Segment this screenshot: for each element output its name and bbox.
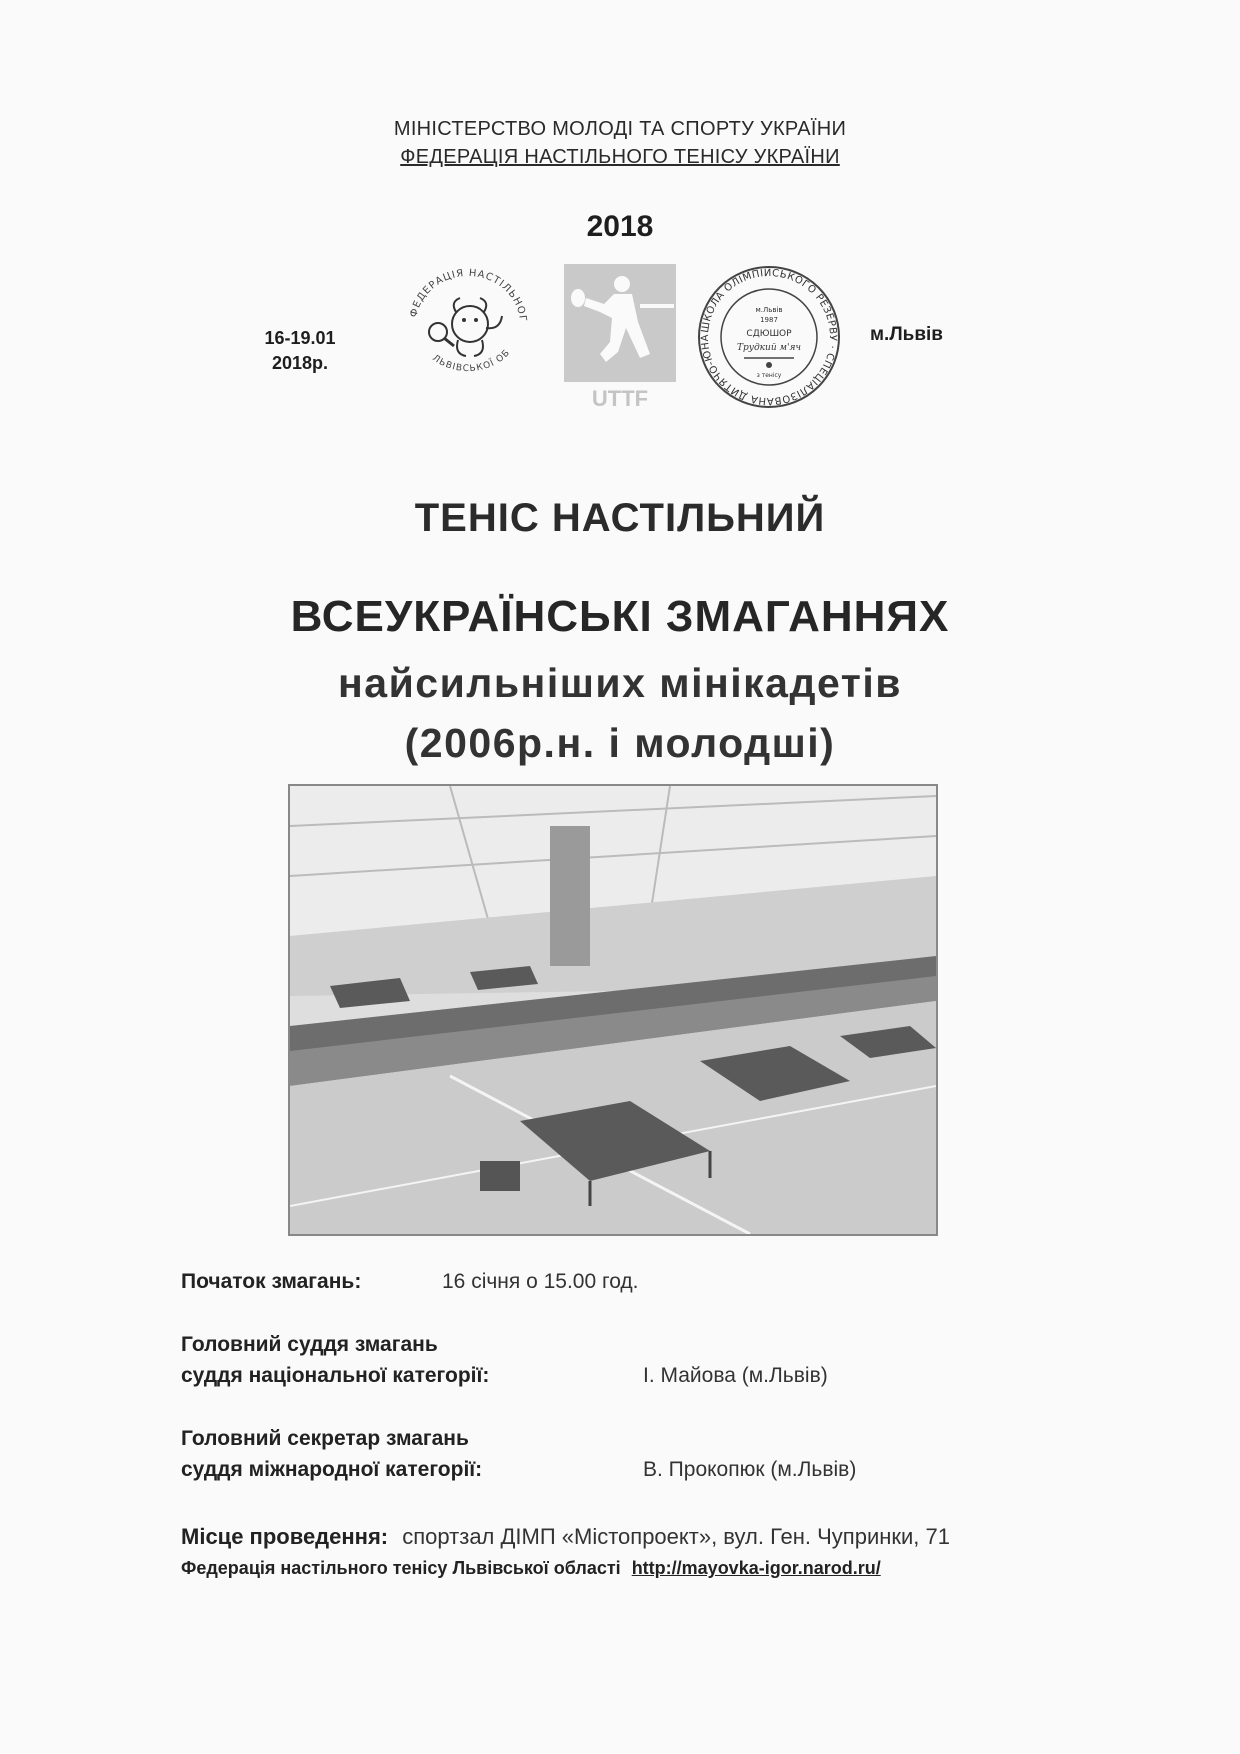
footer-line (181, 1558, 881, 1579)
svg-text:СДЮШОР: СДЮШОР (746, 329, 792, 339)
venue-value: спортзал ДІМП «Містопроект», вул. Ген. Чупринки, 71 (402, 1524, 950, 1549)
start-label: Початок змагань: (181, 1270, 362, 1293)
uttf-logo-text: UTTF (591, 386, 649, 411)
svg-text:ШКОЛА ОЛІМПІЙСЬКОГО РЕЗЕРВУ ·: ШКОЛА ОЛІМПІЙСЬКОГО РЕЗЕРВУ · СПЕЦІАЛІЗОВАНА ДИТЯЧО-ЮНА (699, 267, 839, 407)
event-dates (250, 326, 350, 376)
sport-school-seal-icon (694, 262, 844, 412)
judge-label-line1: Головний суддя змагань (181, 1333, 438, 1356)
secretary-label-line1: Головний секретар змагань (181, 1427, 469, 1450)
sports-hall-photo-icon (288, 784, 938, 1236)
lviv-federation-seal-icon (398, 262, 538, 382)
ministry-title: МІНІСТЕРСТВО МОЛОДІ ТА СПОРТУ УКРАЇНИ (393, 118, 847, 140)
svg-text:з тенісу: з тенісу (756, 372, 782, 379)
age-title: (2006р.н. і молодші) (404, 720, 836, 766)
svg-text:Трудкий м'яч: Трудкий м'яч (736, 343, 802, 353)
svg-text:м.Львів: м.Львів (755, 306, 783, 314)
event-year: 2018 (586, 210, 654, 243)
group-title: найсильніших мінікадетів (338, 660, 902, 706)
event-dates-year: 2018р. (271, 353, 329, 373)
secretary-label-line2: суддя міжнародної категорії: (181, 1458, 483, 1481)
footer-text: Федерація настільного тенісу Львівської області (181, 1558, 621, 1578)
event-dates-range: 16-19.01 (264, 328, 336, 348)
federation-title-text: ФЕДЕРАЦІЯ НАСТІЛЬНОГО ТЕНІСУ УКРАЇНИ (400, 146, 840, 168)
judge-value: І. Майова (м.Львів) (643, 1364, 828, 1387)
event-title: ВСЕУКРАЇНСЬКІ ЗМАГАННЯХ (290, 592, 950, 641)
svg-text:1987: 1987 (760, 316, 778, 324)
footer-link[interactable]: http://mayovka-igor.narod.ru/ (631, 1558, 881, 1578)
sport-title: ТЕНІС НАСТІЛЬНИЙ (414, 496, 826, 540)
venue-line (181, 1524, 950, 1550)
uttf-logo-icon (560, 262, 680, 412)
venue-label: Місце проведення: (181, 1524, 389, 1549)
judge-label-line2: суддя національної категорії: (181, 1364, 490, 1387)
start-value: 16 січня о 15.00 год. (442, 1270, 639, 1293)
svg-text:ЛЬВІВСЬКОЇ ОБЛАСТІ: ЛЬВІВСЬКОЇ ОБ (430, 347, 513, 375)
svg-text:ФЕДЕРАЦІЯ НАСТІЛЬНОГО ТЕНІСУ: ФЕДЕРАЦІЯ НАСТІЛЬНОГ (408, 267, 529, 323)
federation-title (0, 146, 1240, 169)
secretary-value: В. Прокопюк (м.Львів) (643, 1458, 857, 1481)
event-city: м.Львів (870, 324, 943, 345)
